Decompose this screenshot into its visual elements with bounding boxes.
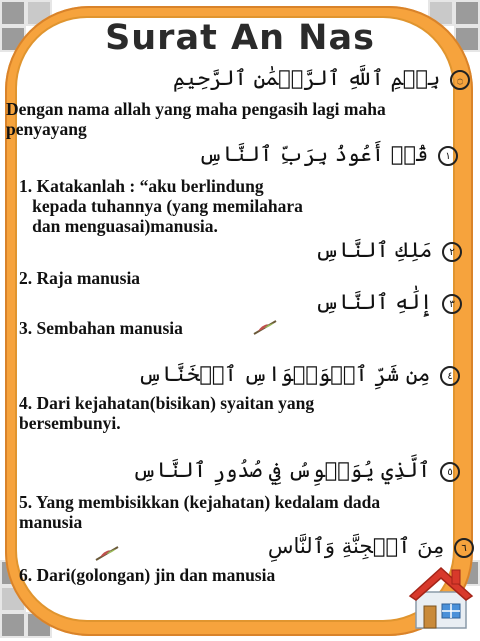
verse-5-translation: 5. Yang membisikkan (kejahatan) kedalam dada manusia	[19, 492, 381, 532]
verse-arabic-text: إِلَٰهِ ٱلنَّاسِ	[314, 290, 433, 314]
verse-arabic-text: مِن شَرِّ ٱلۡوَسۡوَاسِ ٱلۡخَنَّاسِ	[137, 362, 431, 386]
ayah-number-icon: ٢	[442, 242, 462, 262]
verse-2-translation: 2. Raja manusia	[19, 268, 141, 288]
tile	[0, 612, 26, 638]
ayah-number-icon: ٣	[442, 294, 462, 314]
ayah-marker-icon: ۝	[450, 70, 470, 90]
verse-1-arabic	[199, 142, 459, 166]
verse-arabic-text: قُلۡ أَعُوذُ بِرَبِّ ٱلنَّاسِ	[198, 142, 429, 166]
verse-6-translation: 6. Dari(golongan) jin dan manusia	[19, 565, 276, 585]
verse-2-arabic	[315, 238, 462, 262]
ayah-number-icon: ٥	[440, 462, 460, 482]
verse-1-translation: 1. Katakanlah : “aku berlindung kepada tuhannya (yang memilahara dan menguasai)manusia.	[19, 176, 303, 236]
verse-4-arabic	[138, 362, 460, 386]
ayah-number-icon: ١	[438, 146, 458, 166]
verse-arabic-text: ٱلَّذِي يُوَسۡوِسُ فِي صُدُورِ ٱلنَّاسِ	[132, 458, 431, 482]
ayah-number-icon: ٤	[440, 366, 460, 386]
ayah-number-icon: ٦	[454, 538, 474, 558]
verse-3-translation: 3. Sembahan manusia	[19, 318, 183, 338]
verse-6-arabic	[268, 534, 474, 558]
page-title: Surat An Nas	[105, 18, 375, 58]
verse-3-arabic	[315, 290, 462, 314]
verse-5-arabic	[132, 458, 460, 482]
basmalah-arabic	[173, 66, 470, 90]
home-icon[interactable]	[408, 562, 474, 630]
basmalah-text: بِسۡمِ ٱللَّهِ ٱلرَّحۡمَٰنِ ٱلرَّحِيمِ	[173, 66, 441, 90]
intro-translation: Dengan nama allah yang maha pengasih lagi maha penyayang	[6, 99, 386, 139]
leaf-icon	[252, 318, 278, 336]
verse-4-translation: 4. Dari kejahatan(bisikan) syaitan yang bersembunyi.	[19, 393, 315, 433]
verse-arabic-text: مِنَ ٱلۡجِنَّةِ وَٱلنَّاسِ	[267, 534, 445, 558]
leaf-icon	[94, 544, 120, 562]
verse-arabic-text: مَلِكِ ٱلنَّاسِ	[314, 238, 433, 262]
